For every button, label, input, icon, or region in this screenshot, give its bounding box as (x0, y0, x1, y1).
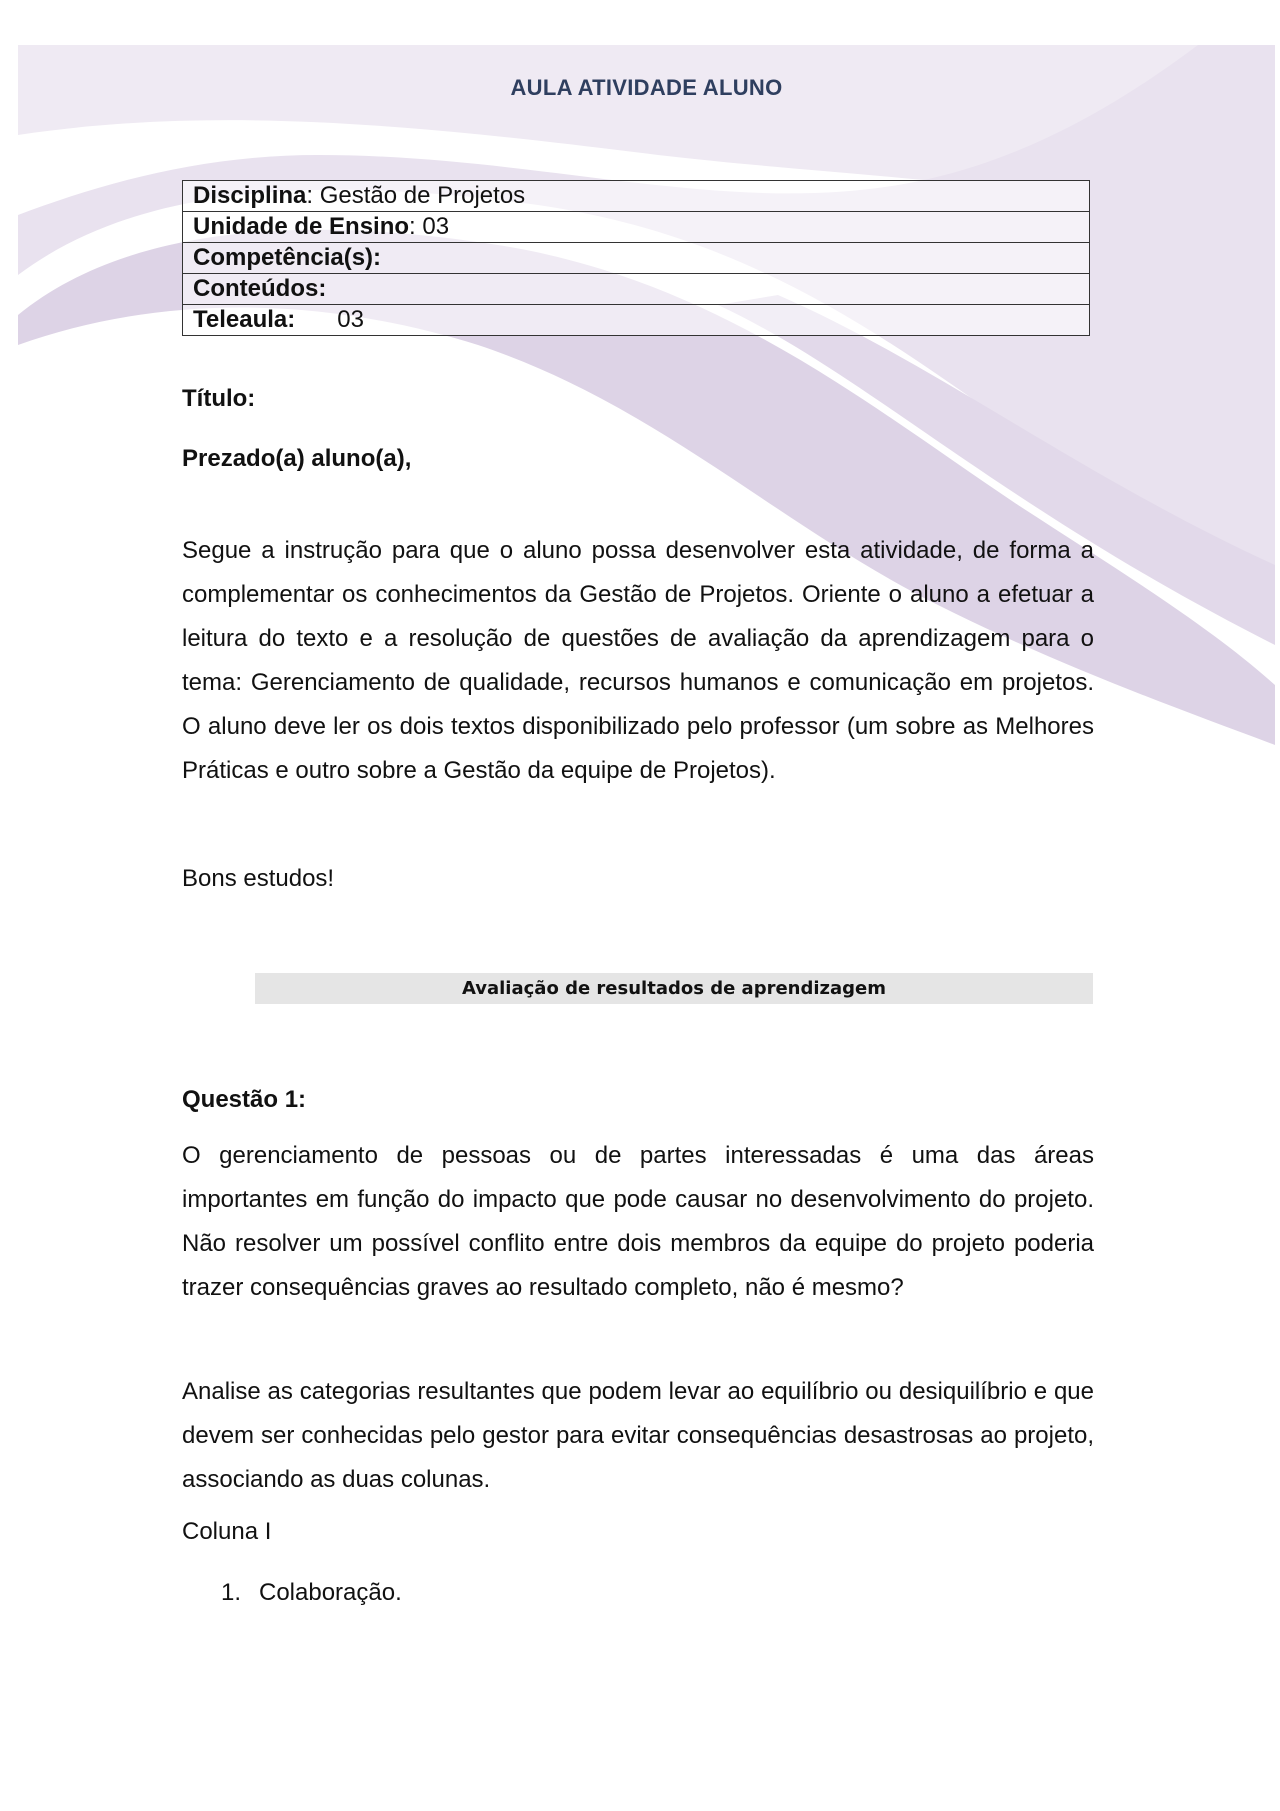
disciplina-label: Disciplina (193, 182, 307, 209)
unidade-cell (183, 212, 1090, 243)
page-header-title: AULA ATIVIDADE ALUNO (510, 75, 783, 100)
unidade-label: Unidade de Ensino (193, 213, 410, 240)
question1-paragraph2: Analise as categorias resultantes que podem levar ao equilíbrio ou desiquilíbrio e que devem ser conhecidas pelo gestor para evitar consequências desastrosas ao projeto, associando as duas colunas. (182, 1378, 1094, 1493)
conteudos-label: Conteúdos: (193, 275, 327, 302)
table-row (183, 305, 1090, 336)
section-bar: Avaliação de resultados de aprendizagem (255, 973, 1093, 1004)
unidade-value: : 03 (409, 213, 450, 240)
table-row (183, 243, 1090, 274)
disciplina-cell (183, 181, 1090, 212)
disciplina-value: : Gestão de Projetos (306, 182, 526, 209)
table-row (183, 274, 1090, 305)
conteudos-cell (183, 274, 1090, 305)
greeting: Prezado(a) aluno(a), (182, 445, 412, 472)
list-item-text: Colaboração. (259, 1579, 402, 1606)
teleaula-value: 03 (337, 306, 364, 333)
teleaula-label: Teleaula: (193, 306, 296, 333)
column-label: Coluna I (182, 1518, 272, 1545)
table-row (183, 212, 1090, 243)
teleaula-cell (183, 305, 1090, 336)
question1-label: Questão 1: (182, 1086, 307, 1113)
competencias-label: Competência(s): (193, 244, 382, 271)
intro-paragraph: Segue a instrução para que o aluno possa desenvolver esta atividade, de forma a complementar os conhecimentos da Gestão de Projetos. Oriente o aluno a efetuar a leitura do texto e a resolução de questões de avaliação da aprendizagem para o tema: Gerenciamento de qualidade, recursos humanos e comunicação em projetos. O aluno deve ler os dois textos disponibilizado pelo professor (um sobre as Melhores Práticas e outro sobre a Gestão da equipe de Projetos). (182, 537, 1094, 784)
course-info-table (182, 180, 1090, 336)
document-page (18, 45, 1275, 1811)
closing-text: Bons estudos! (182, 865, 335, 892)
question1-paragraph1: O gerenciamento de pessoas ou de partes interessadas é uma das áreas importantes em função do impacto que pode causar no desenvolvimento do projeto. Não resolver um possível conflito entre dois membros da equipe do projeto poderia trazer consequências graves ao resultado completo, não é mesmo? (182, 1142, 1094, 1301)
list-item (221, 1579, 402, 1607)
titulo-label: Título: (182, 385, 256, 412)
list-item-number: 1. (221, 1579, 242, 1606)
table-row (183, 181, 1090, 212)
competencias-cell (183, 243, 1090, 274)
